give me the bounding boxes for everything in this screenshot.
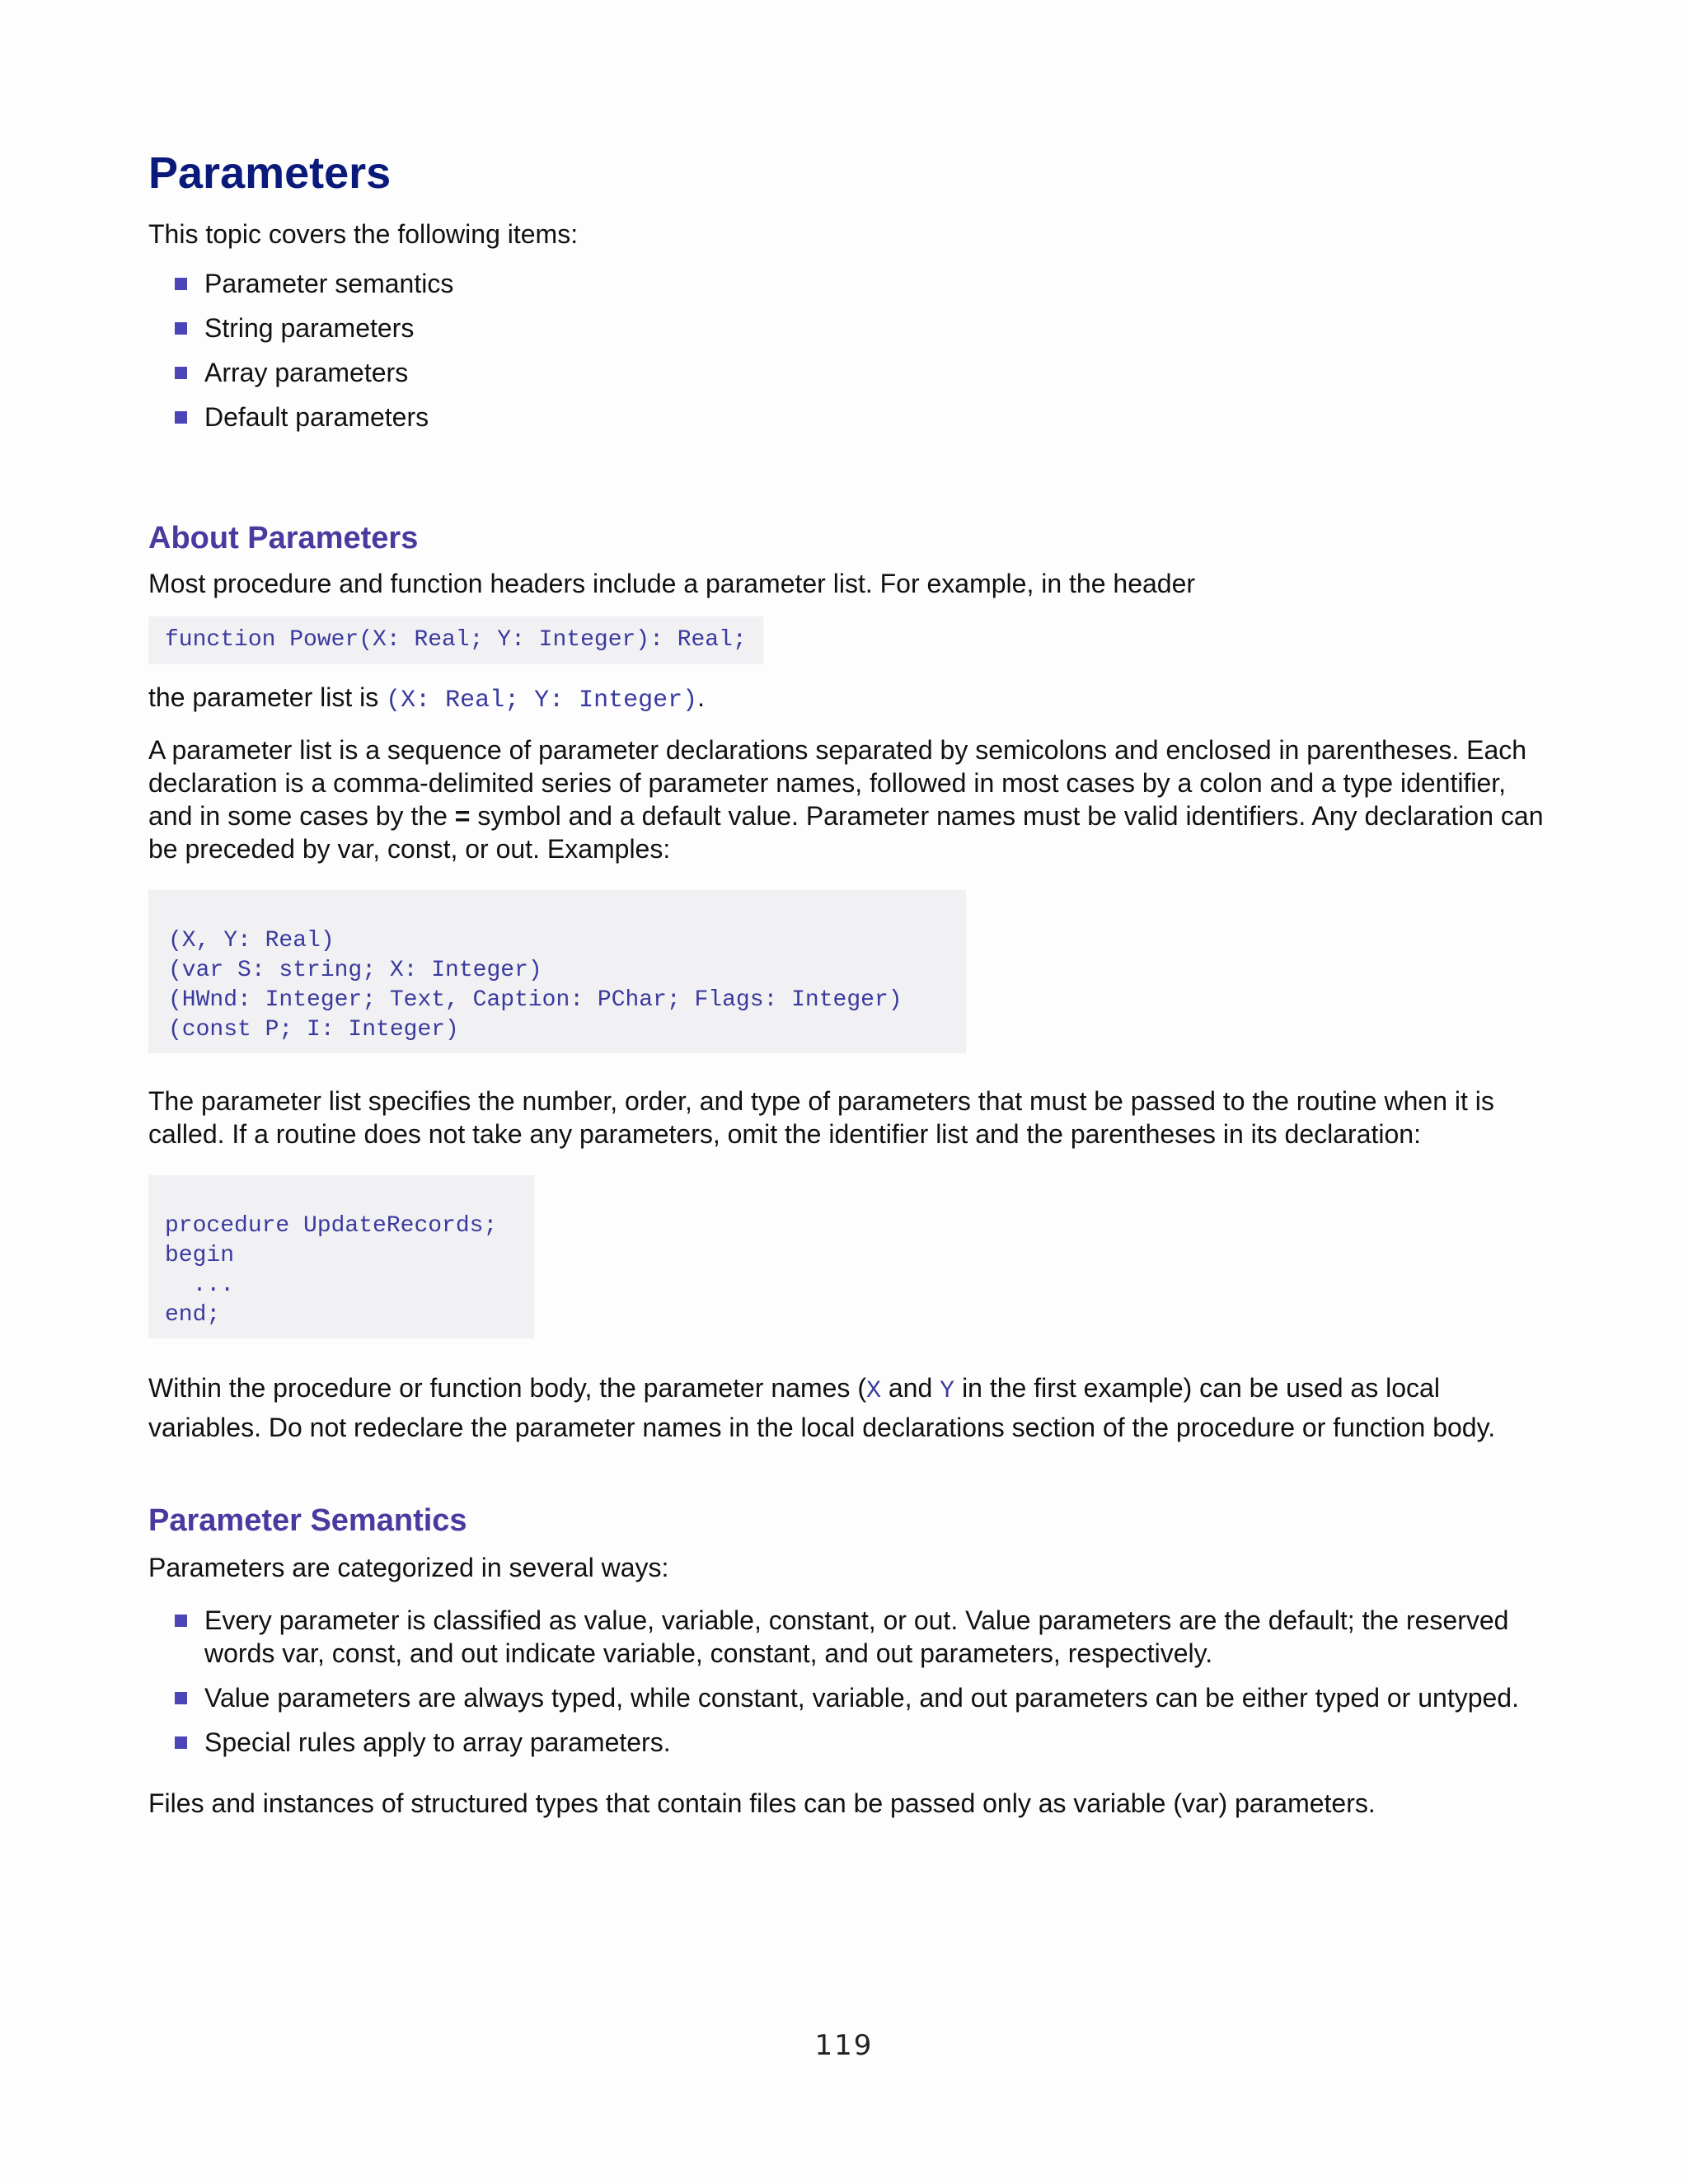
document-page	[148, 140, 1550, 1820]
code-block: (X, Y: Real) (var S: string; X: Integer) (HWnd: Integer; Text, Caption: PChar; Flags: Integer) (const P; I: Integer)	[148, 890, 966, 1053]
square-bullet-icon	[175, 278, 187, 290]
paragraph: Within the procedure or function body, the parameter names (X and Y in the first example) can be used as local variables. Do not redeclare the parameter names in the local declarations section of the procedure or function body.	[148, 1373, 1496, 1442]
paragraph: Parameters are categorized in several ways:	[148, 1553, 669, 1582]
section-heading-semantics: Parameter Semantics	[148, 1503, 467, 1538]
semantics-list	[148, 1604, 1550, 1759]
inline-code: Y	[940, 1377, 955, 1405]
code-block: procedure UpdateRecords; begin ... end;	[148, 1175, 534, 1338]
intro-text: This topic covers the following items:	[148, 219, 579, 249]
list-item: Default parameters	[175, 401, 1550, 434]
list-item: Every parameter is classified as value, variable, constant, or out. Value parameters are the default; the reserved words var, const, and out indicate variable, constant, and out parameters, respectively.	[175, 1604, 1550, 1670]
topic-list	[148, 267, 1550, 434]
page-number: 119	[814, 2029, 874, 2062]
paragraph: Files and instances of structured types that contain files can be passed only as variable (var) parameters.	[148, 1788, 1376, 1818]
square-bullet-icon	[175, 1692, 187, 1704]
square-bullet-icon	[175, 411, 187, 424]
list-item: Array parameters	[175, 356, 1550, 389]
list-item: String parameters	[175, 312, 1550, 344]
paragraph: The parameter list specifies the number, order, and type of parameters that must be passed to the routine when it is called. If a routine does not take any parameters, omit the identifier list and the parentheses in its declaration:	[148, 1086, 1494, 1149]
section-heading-about: About Parameters	[148, 521, 419, 555]
inline-code: (X: Real; Y: Integer)	[386, 687, 698, 715]
paragraph: Most procedure and function headers include a parameter list. For example, in the header	[148, 569, 1196, 598]
square-bullet-icon	[175, 322, 187, 335]
paragraph: the parameter list is (X: Real; Y: Integer).	[148, 682, 706, 715]
inline-code: X	[865, 1377, 881, 1405]
list-item: Value parameters are always typed, while constant, variable, and out parameters can be either typed or untyped.	[175, 1681, 1550, 1714]
square-bullet-icon	[175, 367, 187, 379]
list-item: Parameter semantics	[175, 267, 1550, 300]
square-bullet-icon	[175, 1615, 187, 1627]
paragraph: A parameter list is a sequence of parameter declarations separated by semicolons and enclosed in parentheses. Each declaration is a comma-delimited series of parameter names, followed in most cases by a colon and a type identifier, and in some cases by the = symbol and a default value. Parameter names must be valid identifiers. Any declaration can be preceded by var, const, or out. Examples:	[148, 735, 1544, 864]
page-title: Parameters	[148, 148, 392, 198]
code-block: function Power(X: Real; Y: Integer): Real;	[148, 616, 763, 664]
square-bullet-icon	[175, 1736, 187, 1749]
list-item: Special rules apply to array parameters.	[175, 1726, 1550, 1759]
